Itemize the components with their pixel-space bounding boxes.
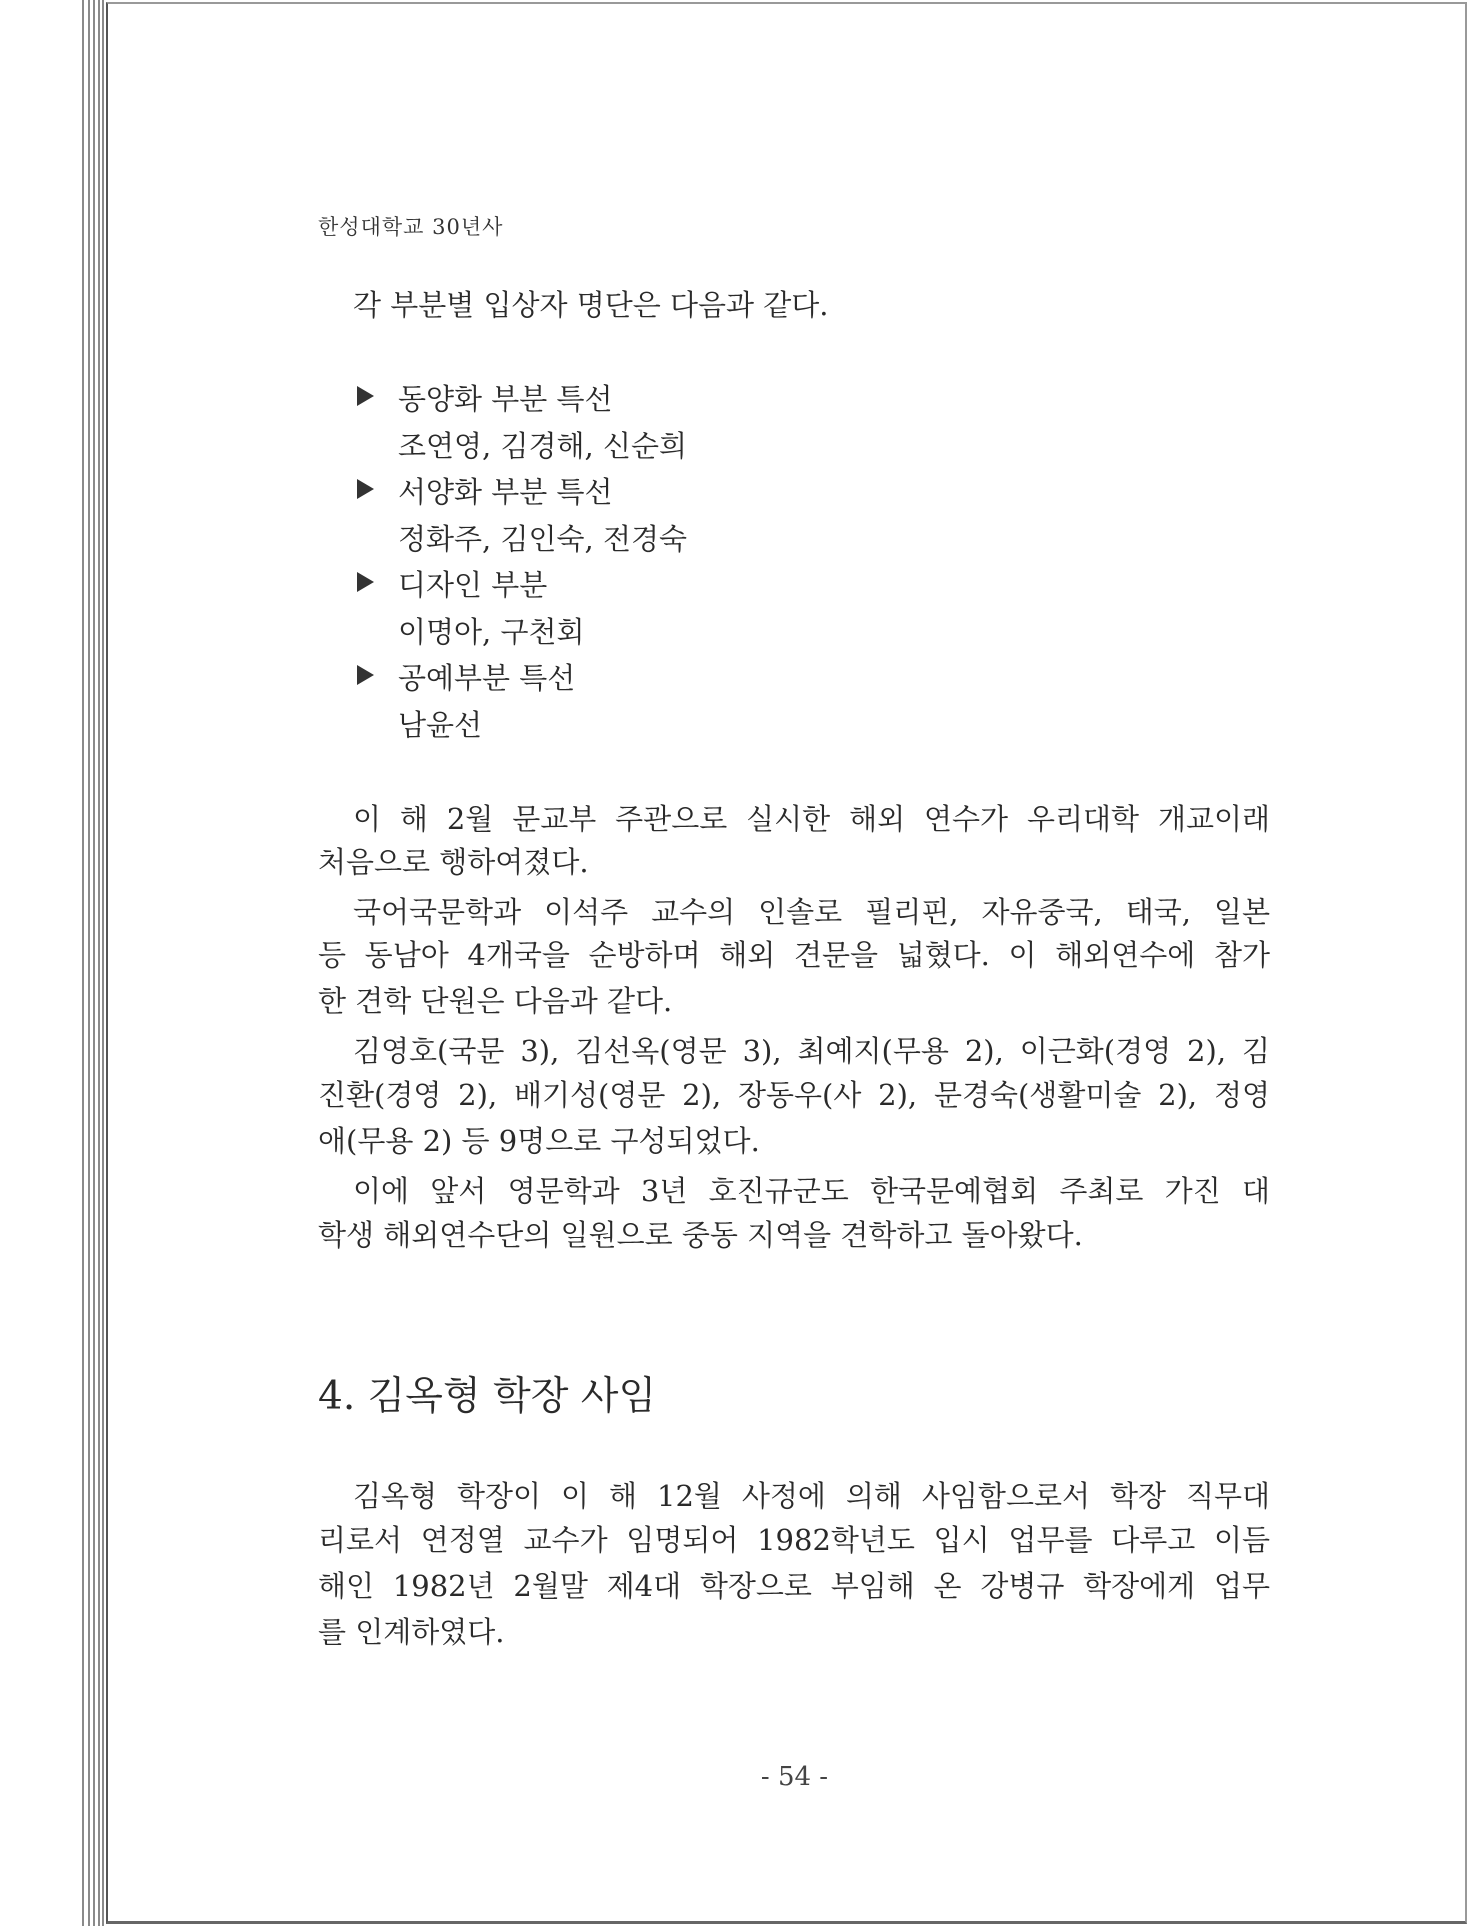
section-line: 해인 1982년 2월말 제4대 학장으로 부임해 온 강병규 학장에게 업무 [318, 1569, 1270, 1603]
body-line: 이에 앞서 영문학과 3년 호진규군도 한국문예협회 주최로 가진 대 [353, 1174, 1270, 1208]
page-edge [88, 0, 90, 1926]
body-line: 이 해 2월 문교부 주관으로 실시한 해외 연수가 우리대학 개교이래 [353, 802, 1270, 836]
section-line: 리로서 연정열 교수가 임명되어 1982학년도 입시 업무를 다루고 이듬 [318, 1523, 1270, 1557]
body-line: 등 동남아 4개국을 순방하며 해외 견문을 넓혔다. 이 해외연수에 참가 [318, 938, 1270, 972]
award-names: 남윤선 [398, 708, 483, 742]
bullet-triangle-icon [357, 386, 374, 406]
award-category: 디자인 부분 [398, 568, 548, 602]
section-line: 김옥형 학장이 이 해 12월 사정에 의해 사임함으로서 학장 직무대 [353, 1479, 1270, 1513]
body-line: 김영호(국문 3), 김선옥(영문 3), 최예지(무용 2), 이근화(경영 2), 김 [353, 1034, 1270, 1068]
bullet-triangle-icon [357, 572, 374, 592]
page-edge [102, 0, 104, 1926]
award-names: 정화주, 김인숙, 전경숙 [398, 522, 687, 556]
body-line: 처음으로 행하여졌다. [318, 845, 589, 879]
award-category: 공예부분 특선 [398, 661, 576, 695]
page-edge [98, 0, 100, 1926]
intro-line: 각 부분별 입상자 명단은 다음과 같다. [353, 288, 829, 322]
page-number: - 54 - [760, 1762, 829, 1792]
body-line: 학생 해외연수단의 일원으로 중동 지역을 견학하고 돌아왔다. [318, 1218, 1083, 1252]
section-heading: 4. 김옥형 학장 사임 [318, 1374, 657, 1419]
award-names: 이명아, 구천회 [398, 615, 585, 649]
page-edge [82, 0, 84, 1926]
page-edge [93, 0, 95, 1926]
award-category: 동양화 부분 특선 [398, 382, 613, 416]
body-line: 애(무용 2) 등 9명으로 구성되었다. [318, 1124, 760, 1158]
running-header: 한성대학교 30년사 [318, 215, 504, 239]
award-category: 서양화 부분 특선 [398, 475, 613, 509]
body-line: 진환(경영 2), 배기성(영문 2), 장동우(사 2), 문경숙(생활미술 2), 정영 [318, 1078, 1270, 1112]
award-names: 조연영, 김경해, 신순희 [398, 429, 687, 463]
section-line: 를 인계하였다. [318, 1615, 505, 1649]
bullet-triangle-icon [357, 665, 374, 685]
body-line: 한 견학 단원은 다음과 같다. [318, 984, 673, 1018]
bullet-triangle-icon [357, 479, 374, 499]
body-line: 국어국문학과 이석주 교수의 인솔로 필리핀, 자유중국, 태국, 일본 [353, 895, 1270, 929]
